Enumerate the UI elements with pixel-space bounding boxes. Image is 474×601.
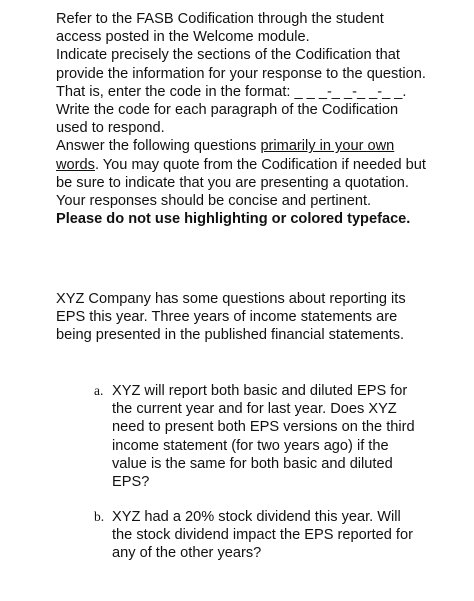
instruction-own-words-emphasis: primarily in your own words <box>56 138 395 173</box>
instruction-own-words-rest: . You may quote from the Codification if needed but be sure to indicate that you are presenting a quotation. Your responses should be concise and pertinent. <box>56 156 426 210</box>
instruction-own-words-lead: Answer the following questions <box>56 138 261 155</box>
instruction-formatting-note: Please do not use highlighting or colored typeface. <box>56 211 411 228</box>
instruction-codification-access: Refer to the FASB Codification through the student access posted in the Welcome module. <box>56 11 384 46</box>
question-b-text: XYZ had a 20% stock dividend this year. Will the stock dividend impact the EPS reported for any of the other years? <box>112 509 413 562</box>
question-b <box>94 508 424 563</box>
question-b-marker: b. <box>94 509 105 524</box>
scenario-text: XYZ Company has some questions about reporting its EPS this year. Three years of income statements are being presented in the published financial statements. <box>56 291 406 344</box>
question-a-marker: a. <box>94 383 104 398</box>
question-a <box>94 382 424 491</box>
question-a-text: XYZ will report both basic and diluted EPS for the current year and for last year. Does XYZ need to present both EPS versions on the third income statement (for two years ago) if the value is the same for both basic and diluted EPS? <box>112 383 415 491</box>
instruction-own-words <box>56 137 428 210</box>
instruction-code-format: Indicate precisely the sections of the Codification that provide the information for your response to the question. That is, enter the code in the format: _ _ _-_ _-_ _-_ _. Write the code for each paragraph of the Codification used to respond. <box>56 47 426 137</box>
instructions-block <box>56 10 428 228</box>
